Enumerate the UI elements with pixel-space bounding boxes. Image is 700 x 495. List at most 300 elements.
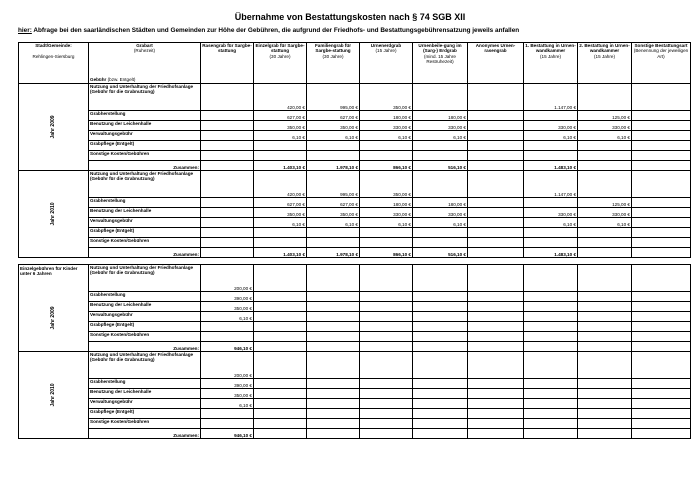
value-cell: 1.147,00 € xyxy=(524,171,578,198)
value-cell: 390,00 € xyxy=(201,292,254,302)
value-cell: 330,00 € xyxy=(413,121,468,131)
value-cell: 200,00 € xyxy=(201,265,254,292)
value-cell xyxy=(632,302,691,312)
value-cell xyxy=(201,198,254,208)
value-cell xyxy=(201,141,254,151)
value-cell xyxy=(468,198,524,208)
row-label: Verwaltungsgebühr xyxy=(89,131,201,141)
value-cell xyxy=(468,292,524,302)
value-cell xyxy=(632,208,691,218)
value-cell xyxy=(413,265,468,292)
row-label: Grabpflege (Entgelt) xyxy=(89,322,201,332)
value-cell: 330,00 € xyxy=(578,121,632,131)
value-cell xyxy=(524,332,578,342)
value-cell xyxy=(201,409,254,419)
table-row xyxy=(19,171,691,198)
header-anonym: Anonymes Urnen-rasengrab xyxy=(468,43,524,84)
total-label: Zusammen: xyxy=(89,342,201,352)
value-cell xyxy=(360,312,413,322)
value-cell xyxy=(468,208,524,218)
total-cell xyxy=(468,161,524,171)
total-cell xyxy=(468,248,524,258)
value-cell xyxy=(578,399,632,409)
total-cell xyxy=(468,342,524,352)
value-cell xyxy=(360,141,413,151)
value-cell xyxy=(413,292,468,302)
value-cell xyxy=(632,131,691,141)
row-label: Benutzung der Leichenhalle xyxy=(89,121,201,131)
value-cell xyxy=(201,322,254,332)
row-label: Grabherstellung xyxy=(89,292,201,302)
value-cell xyxy=(632,84,691,111)
value-cell xyxy=(468,121,524,131)
value-cell xyxy=(307,302,360,312)
row-label: Nutzung und Unterhaltung der Friedhofsanlage (Gebühr für die Grabnutzung) xyxy=(89,352,201,379)
value-cell xyxy=(632,389,691,399)
total-cell xyxy=(578,161,632,171)
value-cell xyxy=(254,322,307,332)
value-cell xyxy=(578,322,632,332)
value-cell: 995,00 € xyxy=(307,171,360,198)
value-cell xyxy=(201,218,254,228)
value-cell xyxy=(524,312,578,322)
value-cell xyxy=(468,141,524,151)
value-cell: 330,00 € xyxy=(360,121,413,131)
value-cell: 6,10 € xyxy=(307,131,360,141)
total-cell xyxy=(307,429,360,439)
value-cell xyxy=(254,302,307,312)
value-cell xyxy=(413,171,468,198)
value-cell xyxy=(360,322,413,332)
row-label: Nutzung und Unterhaltung der Friedhofsanlage (Gebühr für die Grabnutzung) xyxy=(89,265,201,292)
value-cell xyxy=(632,238,691,248)
value-cell: 350,00 € xyxy=(254,208,307,218)
total-cell xyxy=(413,429,468,439)
value-cell: 6,10 € xyxy=(578,131,632,141)
row-label: Nutzung und Unterhaltung der Friedhofsanlage (Gebühr für die Grabnutzung) xyxy=(89,171,201,198)
row-label: Grabpflege (Entgelt) xyxy=(89,228,201,238)
value-cell: 627,00 € xyxy=(307,111,360,121)
value-cell: 6,10 € xyxy=(578,218,632,228)
table-row xyxy=(19,228,691,238)
total-cell xyxy=(578,429,632,439)
value-cell xyxy=(578,389,632,399)
total-row xyxy=(19,342,691,352)
value-cell: 350,00 € xyxy=(307,121,360,131)
value-cell xyxy=(578,292,632,302)
value-cell xyxy=(468,322,524,332)
table-row xyxy=(19,131,691,141)
value-cell xyxy=(360,238,413,248)
value-cell xyxy=(413,151,468,161)
value-cell xyxy=(468,111,524,121)
value-cell xyxy=(254,332,307,342)
total-cell xyxy=(578,342,632,352)
value-cell xyxy=(578,332,632,342)
value-cell xyxy=(201,208,254,218)
table-row xyxy=(19,111,691,121)
table-row xyxy=(19,409,691,419)
value-cell xyxy=(578,141,632,151)
value-cell xyxy=(524,352,578,379)
value-cell: 6,10 € xyxy=(201,399,254,409)
value-cell: 350,00 € xyxy=(360,171,413,198)
value-cell: 330,00 € xyxy=(360,208,413,218)
value-cell xyxy=(360,228,413,238)
value-cell xyxy=(413,302,468,312)
header-wand1: 1. Bestattung in Urnen-wandkammer (15 Jahre) xyxy=(524,43,578,84)
value-cell xyxy=(524,419,578,429)
value-cell xyxy=(307,409,360,419)
table-row xyxy=(19,151,691,161)
value-cell: 350,00 € xyxy=(360,84,413,111)
value-cell xyxy=(360,292,413,302)
value-cell xyxy=(578,84,632,111)
value-cell xyxy=(578,151,632,161)
value-cell xyxy=(413,399,468,409)
row-label: Verwaltungsgebühr xyxy=(89,399,201,409)
value-cell: 180,00 € xyxy=(413,111,468,121)
value-cell xyxy=(201,111,254,121)
value-cell xyxy=(254,238,307,248)
value-cell xyxy=(307,292,360,302)
value-cell xyxy=(524,409,578,419)
total-row xyxy=(19,161,691,171)
value-cell xyxy=(307,352,360,379)
value-cell: 1.147,00 € xyxy=(524,84,578,111)
table-row xyxy=(19,141,691,151)
value-cell xyxy=(468,409,524,419)
value-cell xyxy=(307,389,360,399)
value-cell xyxy=(524,198,578,208)
value-cell: 330,00 € xyxy=(413,208,468,218)
value-cell: 330,00 € xyxy=(524,121,578,131)
total-cell: 1.978,10 € xyxy=(307,248,360,258)
row-label: Grabpflege (Entgelt) xyxy=(89,409,201,419)
value-cell: 6,10 € xyxy=(360,218,413,228)
header-urnenerdgrab: Urnenerdgrab (15 Jahre) xyxy=(360,43,413,84)
value-cell xyxy=(307,312,360,322)
value-cell: 6,10 € xyxy=(524,218,578,228)
value-cell: 180,00 € xyxy=(360,111,413,121)
value-cell xyxy=(524,151,578,161)
row-label: Grabpflege (Entgelt) xyxy=(89,141,201,151)
total-cell: 516,10 € xyxy=(413,161,468,171)
value-cell xyxy=(307,151,360,161)
value-cell xyxy=(632,265,691,292)
value-cell xyxy=(468,379,524,389)
value-cell xyxy=(468,238,524,248)
value-cell xyxy=(254,312,307,322)
row-label: Benutzung der Leichenhalle xyxy=(89,302,201,312)
value-cell xyxy=(632,409,691,419)
value-cell xyxy=(360,352,413,379)
value-cell xyxy=(468,151,524,161)
value-cell: 125,00 € xyxy=(578,198,632,208)
year-label-text: Jahr 2010 xyxy=(49,383,56,407)
value-cell xyxy=(524,399,578,409)
value-cell xyxy=(360,399,413,409)
value-cell xyxy=(632,399,691,409)
value-cell xyxy=(201,171,254,198)
value-cell xyxy=(254,228,307,238)
value-cell xyxy=(524,389,578,399)
value-cell xyxy=(254,141,307,151)
table-row xyxy=(19,302,691,312)
total-cell: 1.483,10 € xyxy=(524,161,578,171)
row-label: Grabherstellung xyxy=(89,198,201,208)
value-cell xyxy=(360,379,413,389)
value-cell xyxy=(632,171,691,198)
value-cell: 350,00 € xyxy=(201,302,254,312)
value-cell xyxy=(468,399,524,409)
value-cell xyxy=(307,238,360,248)
total-cell: 866,10 € xyxy=(360,161,413,171)
value-cell xyxy=(578,312,632,322)
value-cell xyxy=(468,171,524,198)
value-cell xyxy=(307,265,360,292)
header-wand2: 2. Bestattung in Urnen-wandkammer (15 Jahre) xyxy=(578,43,632,84)
value-cell xyxy=(413,409,468,419)
value-cell xyxy=(468,352,524,379)
value-cell xyxy=(360,151,413,161)
value-cell xyxy=(413,238,468,248)
header-row xyxy=(19,43,691,84)
value-cell xyxy=(632,379,691,389)
value-cell xyxy=(468,218,524,228)
value-cell xyxy=(524,111,578,121)
value-cell xyxy=(413,322,468,332)
value-cell: 6,10 € xyxy=(254,131,307,141)
value-cell xyxy=(201,151,254,161)
value-cell: 6,10 € xyxy=(201,312,254,322)
value-cell xyxy=(254,379,307,389)
row-label: Grabherstellung xyxy=(89,111,201,121)
value-cell xyxy=(413,141,468,151)
section-adult-2010 xyxy=(19,171,691,258)
total-cell xyxy=(632,429,691,439)
value-cell xyxy=(468,84,524,111)
value-cell: 420,00 € xyxy=(254,171,307,198)
year-label xyxy=(19,171,89,258)
value-cell xyxy=(413,352,468,379)
row-label: Sonstige Kosten/Gebühren xyxy=(89,419,201,429)
total-cell: 946,10 € xyxy=(201,429,254,439)
value-cell xyxy=(307,399,360,409)
table-row xyxy=(19,292,691,302)
table-row xyxy=(19,198,691,208)
value-cell xyxy=(201,332,254,342)
value-cell xyxy=(468,332,524,342)
value-cell xyxy=(578,228,632,238)
value-cell: 627,00 € xyxy=(307,198,360,208)
section-child-2010 xyxy=(19,352,691,439)
subtitle-prefix: hier: xyxy=(18,27,32,34)
value-cell xyxy=(578,409,632,419)
total-cell xyxy=(632,342,691,352)
total-cell: 866,10 € xyxy=(360,248,413,258)
page-subtitle xyxy=(18,27,690,34)
value-cell xyxy=(524,265,578,292)
value-cell: 330,00 € xyxy=(524,208,578,218)
value-cell xyxy=(468,302,524,312)
row-label: Benutzung der Leichenhalle xyxy=(89,389,201,399)
total-cell: 1.483,10 € xyxy=(524,248,578,258)
value-cell xyxy=(524,141,578,151)
total-cell xyxy=(360,342,413,352)
header-rasengrab: Rasengrab für Sargbe-stattung xyxy=(201,43,254,84)
value-cell xyxy=(413,332,468,342)
value-cell xyxy=(254,419,307,429)
value-cell xyxy=(201,238,254,248)
value-cell xyxy=(413,312,468,322)
row-label: Verwaltungsgebühr xyxy=(89,312,201,322)
table-row xyxy=(19,84,691,111)
value-cell xyxy=(413,389,468,399)
table-row xyxy=(19,389,691,399)
value-cell xyxy=(524,238,578,248)
total-label: Zusammen: xyxy=(89,248,201,258)
total-cell xyxy=(307,342,360,352)
total-cell: 1.403,10 € xyxy=(254,161,307,171)
value-cell xyxy=(307,141,360,151)
total-cell xyxy=(524,342,578,352)
value-cell: 350,00 € xyxy=(201,389,254,399)
header-urnenbeilegung: Urnenbeile-gung im (Sarg-) Erdgrab (mind. 15 Jahre Restruhezeit) xyxy=(413,43,468,84)
value-cell xyxy=(524,379,578,389)
row-label: Sonstige Kosten/Gebühren xyxy=(89,238,201,248)
year-label-text: Jahr 2009 xyxy=(49,306,56,330)
year-label-text: Jahr 2009 xyxy=(49,115,56,139)
value-cell xyxy=(201,121,254,131)
value-cell xyxy=(524,322,578,332)
header-grabart: Grabart (Ruhezeit) Gebühr (bzw. Entgelt) xyxy=(89,43,201,84)
value-cell: 180,00 € xyxy=(360,198,413,208)
value-cell xyxy=(578,419,632,429)
value-cell xyxy=(413,419,468,429)
value-cell xyxy=(632,151,691,161)
header-einzelgrab: Einzelgrab für Sargbe-stattung (30 Jahre) xyxy=(254,43,307,84)
subtitle-text: Abfrage bei den saarländischen Städten und Gemeinden zur Höhe der Gebühren, die aufgrund der Friedhofs- und Bestattungsgebührensatzung jeweils anfallen xyxy=(33,27,520,34)
value-cell xyxy=(578,265,632,292)
section-adult-2009 xyxy=(19,84,691,171)
header-sonstige: Sonstige Bestattungsart (Benennung der jeweiligen Art) xyxy=(632,43,691,84)
value-cell xyxy=(307,419,360,429)
value-cell xyxy=(468,312,524,322)
value-cell xyxy=(413,379,468,389)
value-cell xyxy=(524,292,578,302)
total-cell xyxy=(201,161,254,171)
value-cell: 420,00 € xyxy=(254,84,307,111)
value-cell xyxy=(632,228,691,238)
table-row xyxy=(19,332,691,342)
year-label-text: Jahr 2010 xyxy=(49,202,56,226)
total-cell: 1.403,10 € xyxy=(254,248,307,258)
value-cell xyxy=(201,131,254,141)
row-label: Verwaltungsgebühr xyxy=(89,218,201,228)
total-cell xyxy=(254,342,307,352)
year-label xyxy=(19,265,89,352)
total-cell xyxy=(578,248,632,258)
value-cell xyxy=(578,302,632,312)
total-row xyxy=(19,248,691,258)
page-title: Übernahme von Bestattungskosten nach § 74 SGB XII xyxy=(234,12,466,22)
table-row xyxy=(19,312,691,322)
table-row xyxy=(19,265,691,292)
value-cell xyxy=(254,409,307,419)
value-cell xyxy=(254,389,307,399)
total-cell xyxy=(524,429,578,439)
value-cell: 627,00 € xyxy=(254,198,307,208)
value-cell xyxy=(413,228,468,238)
value-cell: 6,10 € xyxy=(524,131,578,141)
value-cell: 6,10 € xyxy=(307,218,360,228)
value-cell xyxy=(632,292,691,302)
total-cell: 1.978,10 € xyxy=(307,161,360,171)
total-cell xyxy=(413,342,468,352)
value-cell: 995,00 € xyxy=(307,84,360,111)
value-cell: 627,00 € xyxy=(254,111,307,121)
value-cell xyxy=(632,332,691,342)
value-cell xyxy=(307,332,360,342)
row-label: Sonstige Kosten/Gebühren xyxy=(89,151,201,161)
total-cell: 946,10 € xyxy=(201,342,254,352)
total-label: Zusammen: xyxy=(89,429,201,439)
value-cell xyxy=(254,265,307,292)
value-cell: 350,00 € xyxy=(254,121,307,131)
value-cell: 6,10 € xyxy=(254,218,307,228)
table-row xyxy=(19,322,691,332)
total-cell: 516,10 € xyxy=(413,248,468,258)
value-cell xyxy=(632,352,691,379)
row-label: Grabherstellung xyxy=(89,379,201,389)
value-cell xyxy=(360,409,413,419)
total-cell xyxy=(632,161,691,171)
value-cell: 6,10 € xyxy=(413,131,468,141)
value-cell xyxy=(632,218,691,228)
row-label: Benutzung der Leichenhalle xyxy=(89,208,201,218)
value-cell xyxy=(524,302,578,312)
value-cell xyxy=(578,352,632,379)
value-cell xyxy=(254,399,307,409)
table-row xyxy=(19,419,691,429)
year-label xyxy=(19,352,89,439)
total-cell xyxy=(360,429,413,439)
value-cell xyxy=(254,292,307,302)
total-row xyxy=(19,429,691,439)
value-cell xyxy=(254,151,307,161)
table-row xyxy=(19,121,691,131)
value-cell xyxy=(360,389,413,399)
value-cell xyxy=(307,379,360,389)
fees-table-children xyxy=(18,264,691,439)
total-cell xyxy=(632,248,691,258)
value-cell xyxy=(468,419,524,429)
value-cell xyxy=(307,228,360,238)
value-cell xyxy=(360,265,413,292)
table-row xyxy=(19,352,691,379)
value-cell: 200,00 € xyxy=(201,352,254,379)
value-cell xyxy=(632,121,691,131)
total-cell xyxy=(468,429,524,439)
value-cell xyxy=(524,228,578,238)
value-cell: 6,10 € xyxy=(360,131,413,141)
value-cell xyxy=(632,141,691,151)
value-cell xyxy=(360,302,413,312)
year-label xyxy=(19,84,89,171)
value-cell xyxy=(632,198,691,208)
value-cell xyxy=(468,389,524,399)
